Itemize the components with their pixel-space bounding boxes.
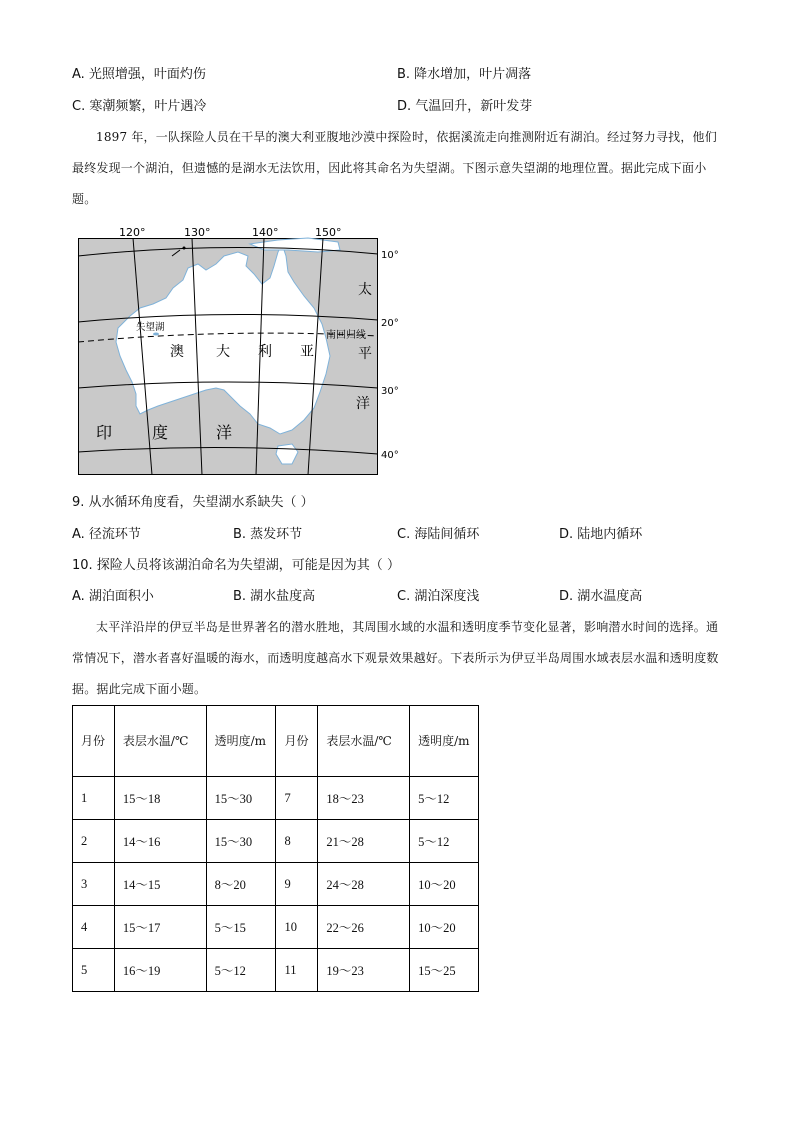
- q9-option-a: A. 径流环节: [72, 527, 141, 542]
- q9-option-c: C. 海陆间循环: [397, 527, 480, 542]
- table-row: [73, 906, 479, 949]
- table-cell: 5～15: [206, 906, 276, 949]
- q9-option-b: B. 蒸发环节: [233, 527, 303, 542]
- table-cell: 18～23: [318, 777, 410, 820]
- intro-text-2: 太平洋沿岸的伊豆半岛是世界著名的潜水胜地，其周围水域的水温和透明度季节变化显著，影响潜水时间的选择。通常情况下，潜水者喜好温暖的海水，而透明度越高水下观景效果越好。下表所示为伊豆半岛周围水域表层水温和透明度数据。据此完成下面小题。: [72, 620, 719, 696]
- australia-char-4: 亚: [300, 344, 314, 360]
- table-cell: 2: [73, 820, 115, 863]
- lat-label-10: 10°: [381, 250, 399, 261]
- table-cell: 10～20: [410, 863, 479, 906]
- indian-char-2: 度: [152, 423, 169, 442]
- table-row: [73, 949, 479, 992]
- table-cell: 19～23: [318, 949, 410, 992]
- q10-option-b: B. 湖水盐度高: [233, 589, 316, 604]
- table-header-cell: 月份: [73, 706, 115, 777]
- indian-char-1: 印: [96, 423, 113, 442]
- table-cell: 22～26: [318, 906, 410, 949]
- lon-label-120: 120°: [119, 226, 146, 239]
- table-cell: 14～16: [114, 820, 206, 863]
- lake-label: 失望湖: [136, 322, 165, 333]
- pacific-char-1: 太: [358, 282, 372, 298]
- table-cell: 11: [276, 949, 318, 992]
- lon-label-130: 130°: [184, 226, 211, 239]
- table-cell: 8: [276, 820, 318, 863]
- island-marker: [183, 247, 186, 250]
- table-header-cell: 透明度/m: [410, 706, 479, 777]
- table-cell: 9: [276, 863, 318, 906]
- table-cell: 5～12: [206, 949, 276, 992]
- table-header-cell: 表层水温/℃: [114, 706, 206, 777]
- table-cell: 3: [73, 863, 115, 906]
- australia-char-3: 利: [258, 344, 272, 360]
- australia-char-1: 澳: [170, 344, 184, 360]
- australia-map: [78, 226, 408, 476]
- table-cell: 4: [73, 906, 115, 949]
- table-cell: 5～12: [410, 820, 479, 863]
- tropic-label: 南回归线: [326, 330, 366, 341]
- table-header-row: [73, 706, 479, 777]
- q9-option-d: D. 陆地内循环: [559, 527, 643, 542]
- table-header-cell: 月份: [276, 706, 318, 777]
- option-a: A. 光照增强，叶面灼伤: [72, 67, 206, 82]
- table-cell: 15～30: [206, 777, 276, 820]
- lat-label-40: 40°: [381, 450, 399, 461]
- q10-option-c: C. 湖泊深度浅: [397, 589, 480, 604]
- table-cell: 5～12: [410, 777, 479, 820]
- option-c: C. 寒潮频繁，叶片遇冷: [72, 99, 207, 114]
- indian-char-3: 洋: [216, 423, 233, 442]
- water-data-table: [72, 705, 479, 992]
- lat-label-20: 20°: [381, 318, 399, 329]
- q10-option-a: A. 湖泊面积小: [72, 589, 154, 604]
- table-cell: 15～30: [206, 820, 276, 863]
- intro-text-1: 1897 年，一队探险人员在干旱的澳大利亚腹地沙漠中探险时，依据溪流走向推测附近有湖泊。经过努力寻找，他们最终发现一个湖泊，但遗憾的是湖水无法饮用，因此将其命名为失望湖。下图示意失望湖的地理位置。据此完成下面小题。: [72, 130, 717, 206]
- table-cell: 5: [73, 949, 115, 992]
- table-row: [73, 863, 479, 906]
- lon-label-140: 140°: [252, 226, 279, 239]
- table-row: [73, 777, 479, 820]
- table-header-cell: 表层水温/℃: [318, 706, 410, 777]
- table-cell: 15～17: [114, 906, 206, 949]
- intro-paragraph-2: [72, 612, 722, 705]
- option-d: D. 气温回升，新叶发芽: [397, 99, 533, 114]
- pacific-char-3: 洋: [356, 396, 370, 412]
- table-cell: 15～25: [410, 949, 479, 992]
- table-cell: 10～20: [410, 906, 479, 949]
- option-b: B. 降水增加，叶片凋落: [397, 67, 532, 82]
- lat-label-30: 30°: [381, 386, 399, 397]
- pacific-char-2: 平: [358, 346, 372, 362]
- table-row: [73, 820, 479, 863]
- table-cell: 8～20: [206, 863, 276, 906]
- question-10: 10. 探险人员将该湖泊命名为失望湖，可能是因为其（ ）: [72, 558, 400, 573]
- q10-option-d: D. 湖水温度高: [559, 589, 643, 604]
- table-cell: 21～28: [318, 820, 410, 863]
- table-cell: 10: [276, 906, 318, 949]
- table-cell: 7: [276, 777, 318, 820]
- table-cell: 24～28: [318, 863, 410, 906]
- table-cell: 1: [73, 777, 115, 820]
- lon-label-150: 150°: [315, 226, 342, 239]
- australia-char-2: 大: [216, 344, 230, 360]
- table-cell: 15～18: [114, 777, 206, 820]
- table-cell: 16～19: [114, 949, 206, 992]
- intro-paragraph-1: [72, 122, 722, 215]
- question-9: 9. 从水循环角度看，失望湖水系缺失（ ）: [72, 495, 314, 510]
- table-header-cell: 透明度/m: [206, 706, 276, 777]
- table-cell: 14～15: [114, 863, 206, 906]
